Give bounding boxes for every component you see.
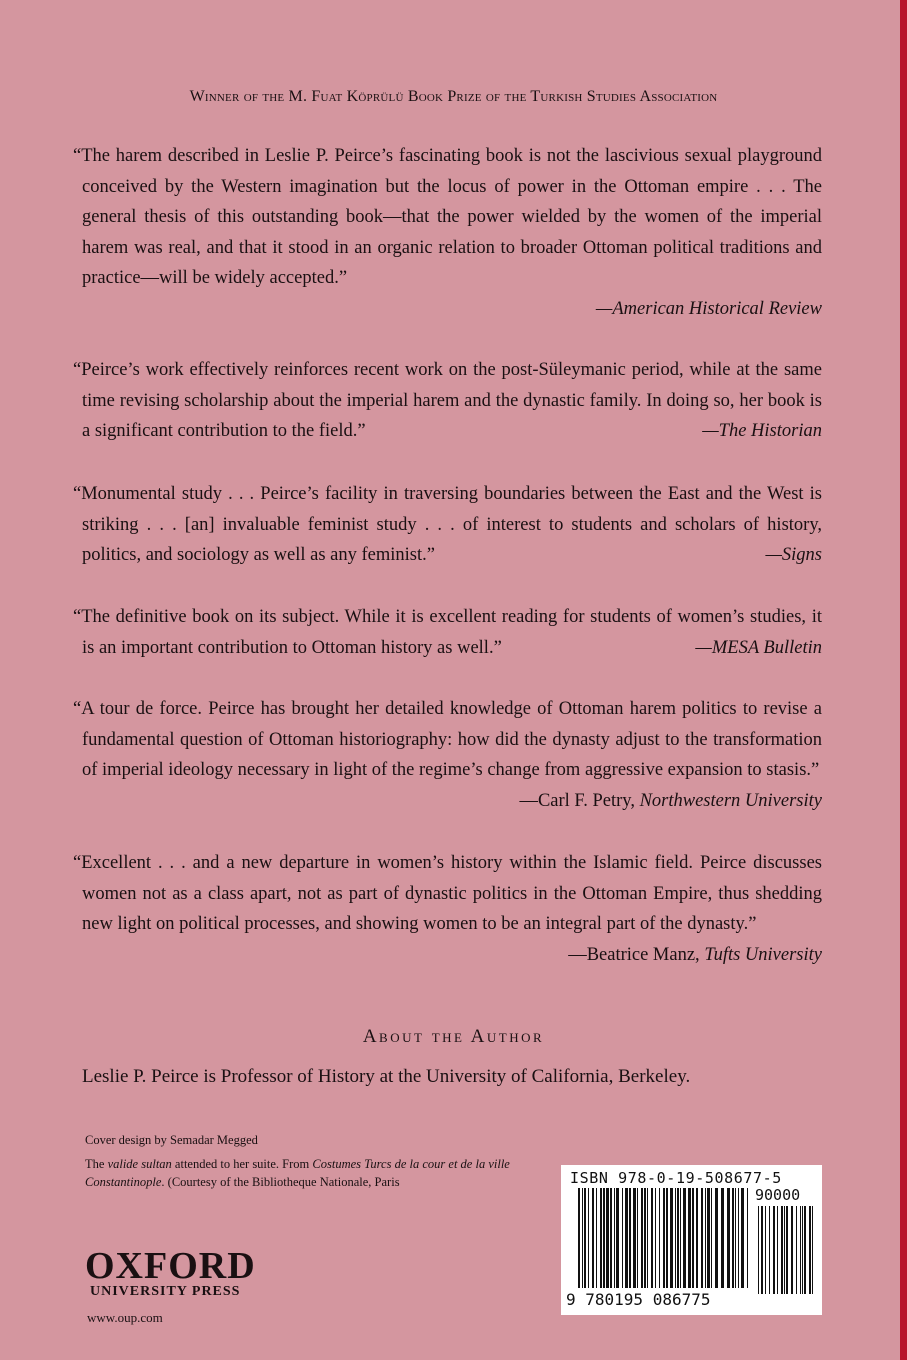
quote-text: “The harem described in Leslie P. Peirce’s fascinating book is not the lascivious sexual playground conceived by the Western imagination but the locus of power in the Ottoman empire . . . The general thesis of this outstanding book—that the power wielded by the women of the imperial harem was real, and that it stood in an organic relation to broader Ottoman political traditions and practice—will be widely accepted.” — [73, 146, 822, 288]
barcode-bar — [675, 1188, 676, 1288]
barcode-bar — [588, 1188, 589, 1288]
review-quote-6 — [73, 848, 822, 970]
barcode-addon-bar — [761, 1206, 763, 1294]
barcode-bar — [616, 1188, 619, 1288]
barcode-bar — [633, 1188, 636, 1288]
barcode-bar — [578, 1188, 580, 1288]
prize-text: Winner of the M. Fuat Köprülü Book Prize of the Turkish Studies Association — [189, 88, 718, 105]
quote-source: —MESA Bulletin — [695, 637, 822, 658]
barcode-addon-bar — [781, 1206, 783, 1294]
barcode-bar — [677, 1188, 679, 1288]
quote-paragraph — [73, 602, 822, 663]
barcode-bar — [666, 1188, 668, 1288]
prize-line — [0, 88, 907, 106]
barcode-addon-bar — [773, 1206, 775, 1294]
barcode-addon-bar — [791, 1206, 793, 1294]
caption-italic: valide sultan — [107, 1157, 172, 1171]
source-org: Tufts University — [704, 944, 822, 965]
quote-text: “A tour de force. Peirce has brought her detailed knowledge of Ottoman harem politics to revise a fundamental question of Ottoman historiography: how did the dynasty adjust to the transformation of imperial ideology necessary in light of the regime’s change from aggressive expansion to stasis.” — [73, 699, 822, 780]
quote-text: “Excellent . . . and a new departure in women’s history within the Islamic field. Peirce discusses women not as a class apart, not as part of dynastic politics in the Ottoman Empire, thus shedding new light on political processes, and showing women to be an integral part of the dynasty.” — [73, 853, 822, 934]
barcode-addon-bar — [802, 1206, 803, 1294]
barcode-bar — [663, 1188, 665, 1288]
caption-part: attended to her suite. From — [171, 1157, 313, 1171]
barcode-bar — [651, 1188, 653, 1288]
review-quote-3 — [73, 479, 822, 571]
barcode-bar — [622, 1188, 623, 1288]
barcode-bar — [670, 1188, 673, 1288]
barcode-bar — [644, 1188, 646, 1288]
isbn-text: ISBN 978-0-19-508677-5 — [570, 1169, 782, 1187]
quote-source — [519, 786, 822, 817]
cover-caption — [85, 1155, 515, 1191]
barcode-addon-text: 90000 — [755, 1186, 801, 1204]
barcode-bar — [692, 1188, 694, 1288]
barcode-bar — [705, 1188, 706, 1288]
barcode-addon-bar — [765, 1206, 766, 1294]
about-heading-text: About the Author — [362, 1026, 545, 1047]
spine-edge — [900, 0, 907, 1360]
barcode-bar — [721, 1188, 724, 1288]
caption-part: The — [85, 1157, 108, 1171]
barcode-bar — [614, 1188, 615, 1288]
about-text: Leslie P. Peirce is Professor of History at the University of California, Berkeley. — [82, 1066, 691, 1087]
barcode-bar — [683, 1188, 686, 1288]
barcode-bar — [747, 1188, 748, 1288]
quote-text: “Monumental study . . . Peirce’s facility in traversing boundaries between the East and the West is striking . . . [an] invaluable feminist study . . . of interest to students and scholars of history, politics, and sociology as well as any feminist.” — [73, 484, 822, 565]
quote-paragraph — [73, 355, 822, 447]
barcode-icon — [566, 1188, 818, 1298]
quote-source: —The Historian — [702, 421, 822, 441]
barcode-bar — [680, 1188, 681, 1288]
review-quote-1 — [73, 141, 822, 324]
barcode-bar — [735, 1188, 736, 1288]
barcode-bar — [727, 1188, 730, 1288]
source-org: Northwestern University — [639, 790, 822, 811]
barcode-bar — [600, 1188, 602, 1288]
review-quote-2 — [73, 355, 822, 447]
barcode-bar — [738, 1188, 739, 1288]
barcode-bar — [688, 1188, 691, 1288]
cover-design-credit: Cover design by Semadar Megged — [85, 1133, 258, 1147]
barcode-bar — [732, 1188, 734, 1288]
quote-source: —Signs — [765, 545, 822, 565]
quote-paragraph — [73, 694, 822, 811]
barcode-bar — [659, 1188, 660, 1288]
caption-part: . (Courtesy of the Bibliotheque Nationale, Paris — [161, 1175, 400, 1189]
barcode-bar — [606, 1188, 609, 1288]
barcode-bar — [715, 1188, 718, 1288]
quote-source: —American Historical Review — [595, 298, 822, 319]
source-person: —Beatrice Manz, — [568, 944, 705, 965]
barcode-addon-bar — [809, 1206, 811, 1294]
publisher-url: www.oup.com — [87, 1310, 163, 1325]
barcode-bar — [625, 1188, 628, 1288]
quote-source — [568, 940, 822, 971]
source-person: —Carl F. Petry, — [519, 790, 640, 811]
barcode-bar — [707, 1188, 710, 1288]
barcode-addon-bar — [758, 1206, 759, 1294]
quote-text: “Peirce’s work effectively reinforces recent work on the post-Süleymanic period, while at the same time revising scholarship about the imperial harem and the dynastic family. In doing so, her book is a significant contribution to the field.” — [73, 360, 822, 441]
barcode-bar — [696, 1188, 698, 1288]
barcode-bar — [584, 1188, 586, 1288]
barcode-bar — [701, 1188, 703, 1288]
barcode-addon-bar — [800, 1206, 801, 1294]
barcode-bar — [582, 1188, 583, 1288]
quote-paragraph — [73, 848, 822, 965]
barcode-addon-bar — [804, 1206, 806, 1294]
review-quote-5 — [73, 694, 822, 816]
barcode-bar — [610, 1188, 612, 1288]
barcode-addon-bar — [786, 1206, 788, 1294]
publisher-subname: UNIVERSITY PRESS — [90, 1284, 241, 1299]
ean-text: 9 780195 086775 — [566, 1290, 711, 1309]
quote-text: “The definitive book on its subject. While it is excellent reading for students of women’s studies, it is an important contribution to Ottoman history as well.” — [73, 607, 822, 658]
review-quote-4 — [73, 602, 822, 663]
quote-paragraph — [73, 479, 822, 571]
barcode-addon-bar — [784, 1206, 785, 1294]
barcode-bar — [655, 1188, 656, 1288]
barcode-bar — [637, 1188, 638, 1288]
barcode-addon-bar — [777, 1206, 778, 1294]
caption-italic: Costumes Turcs de la cour et de la ville Constantinople — [85, 1157, 510, 1189]
barcode-bar — [592, 1188, 594, 1288]
barcode-bar — [641, 1188, 643, 1288]
barcode-bar — [603, 1188, 605, 1288]
publisher-logo: OXFORD — [85, 1245, 256, 1287]
about-heading — [0, 1026, 907, 1048]
barcode-addon-bar — [796, 1206, 797, 1294]
barcode-bar — [647, 1188, 648, 1288]
barcode-bar — [596, 1188, 597, 1288]
barcode-addon-bar — [769, 1206, 770, 1294]
barcode-bar — [741, 1188, 744, 1288]
barcode-addon-bar — [812, 1206, 813, 1294]
barcode-bar — [629, 1188, 631, 1288]
barcode-bar — [711, 1188, 712, 1288]
